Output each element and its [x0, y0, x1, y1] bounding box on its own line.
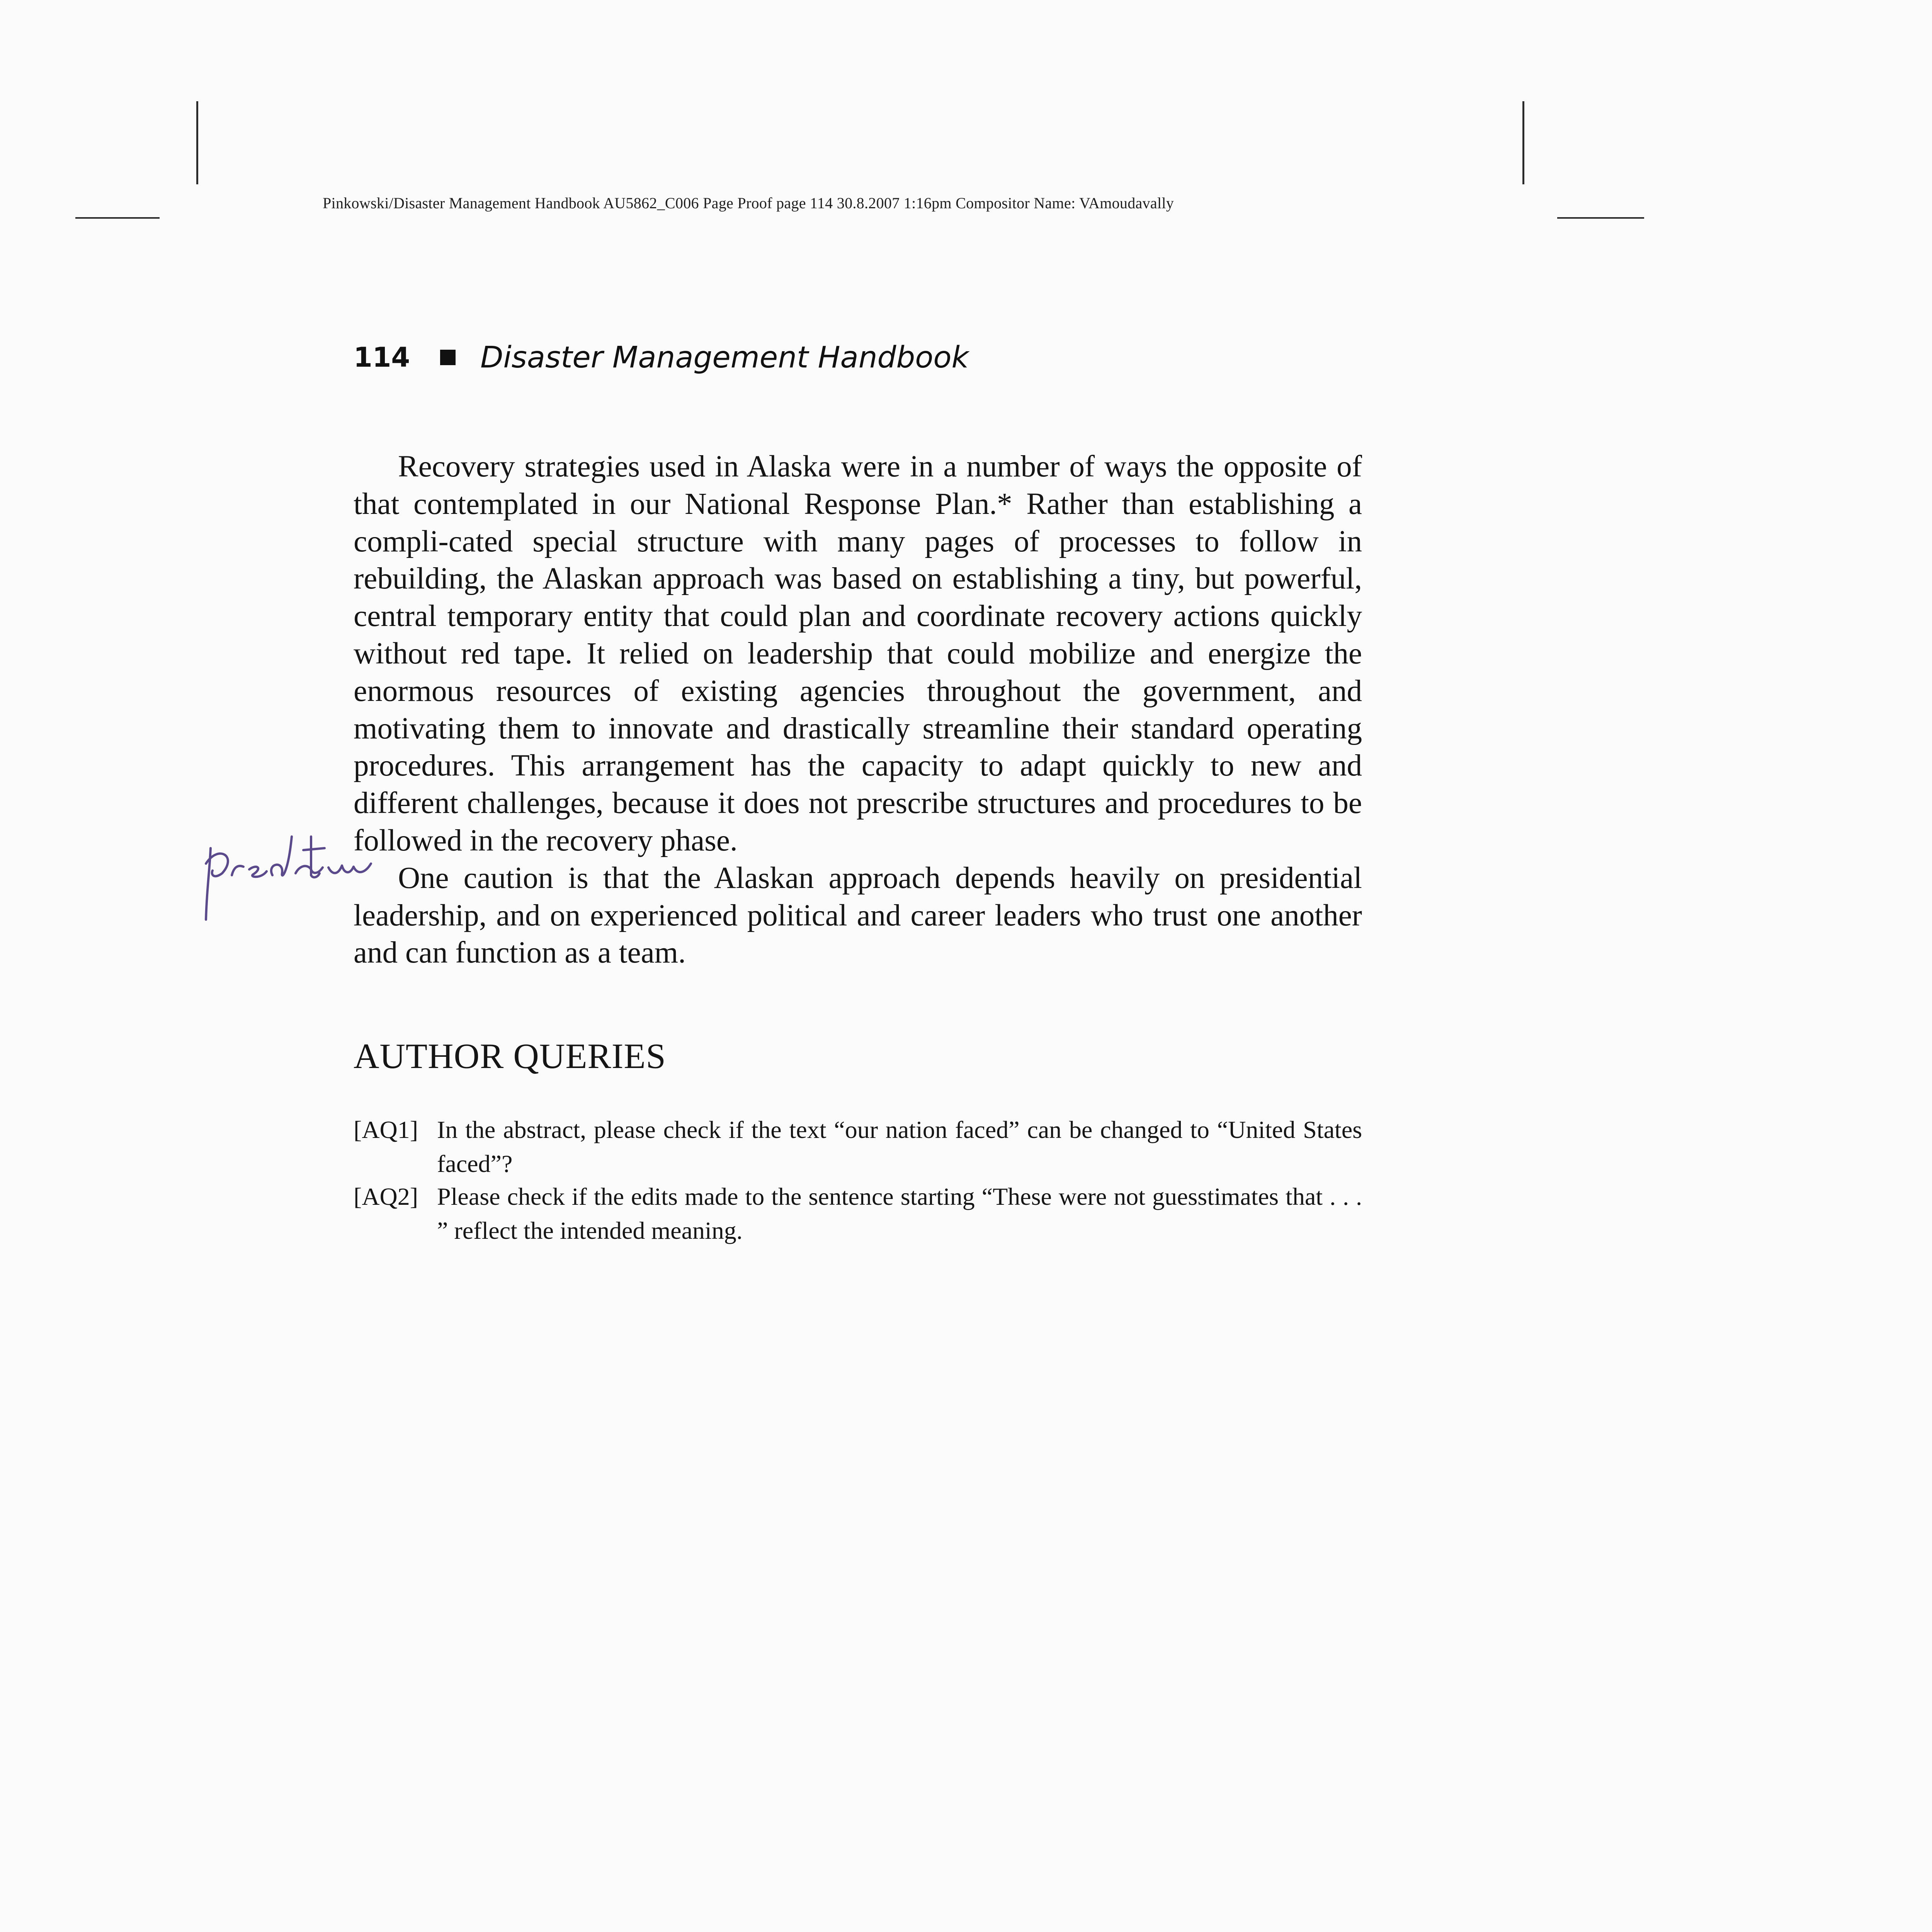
body-text — [354, 448, 1362, 972]
body-paragraph: One caution is that the Alaskan approach depends heavily on presidential leadership, and on experienced political and career leaders who trust one another and can function as a team. — [354, 861, 1362, 970]
query-label: [AQ2] — [354, 1183, 418, 1210]
query-text: In the abstract, please check if the text “our nation faced” can be changed to “United States faced”? — [437, 1116, 1362, 1177]
crop-mark-top-right-horizontal — [1557, 217, 1644, 219]
author-query-1 — [354, 1113, 1362, 1181]
query-text: Please check if the edits made to the sentence starting “These were not guesstimates that . . . ” reflect the intended meaning. — [437, 1183, 1362, 1244]
running-head — [354, 336, 969, 379]
crop-mark-top-right-vertical — [1522, 101, 1524, 184]
crop-mark-top-left-horizontal — [75, 217, 160, 219]
proof-header: Pinkowski/Disaster Management Handbook AU5862_C006 Page Proof page 114 30.8.2007 1:16pm Compositor Name: VAmoudavally — [323, 194, 1174, 212]
handwritten-annotation — [195, 821, 381, 929]
crop-mark-top-left-vertical — [196, 101, 198, 184]
square-bullet-icon — [440, 350, 456, 365]
body-paragraph: Recovery strategies used in Alaska were in a number of ways the opposite of that contemplated in our National Response Plan.* Rather than establishing a compli-cated special structure with many pages of processes to follow in rebuilding, the Alaskan approach was based on establishing a tiny, but powerful, central temporary entity that could plan and coordinate recovery actions quickly without red tape. It relied on leadership that could mobilize and energize the enormous resources of existing agencies throughout the government, and motivating them to innovate and drastically streamline their standard operating procedures. This arrangement has the capacity to adapt quickly to new and different challenges, because it does not prescribe structures and procedures to be followed in the recovery phase. — [354, 450, 1362, 857]
book-title: Disaster Management Handbook — [480, 340, 969, 375]
query-label: [AQ1] — [354, 1116, 418, 1143]
page-number: 114 — [354, 342, 410, 373]
author-queries-heading: AUTHOR QUERIES — [354, 1036, 666, 1076]
author-query-2 — [354, 1180, 1362, 1248]
